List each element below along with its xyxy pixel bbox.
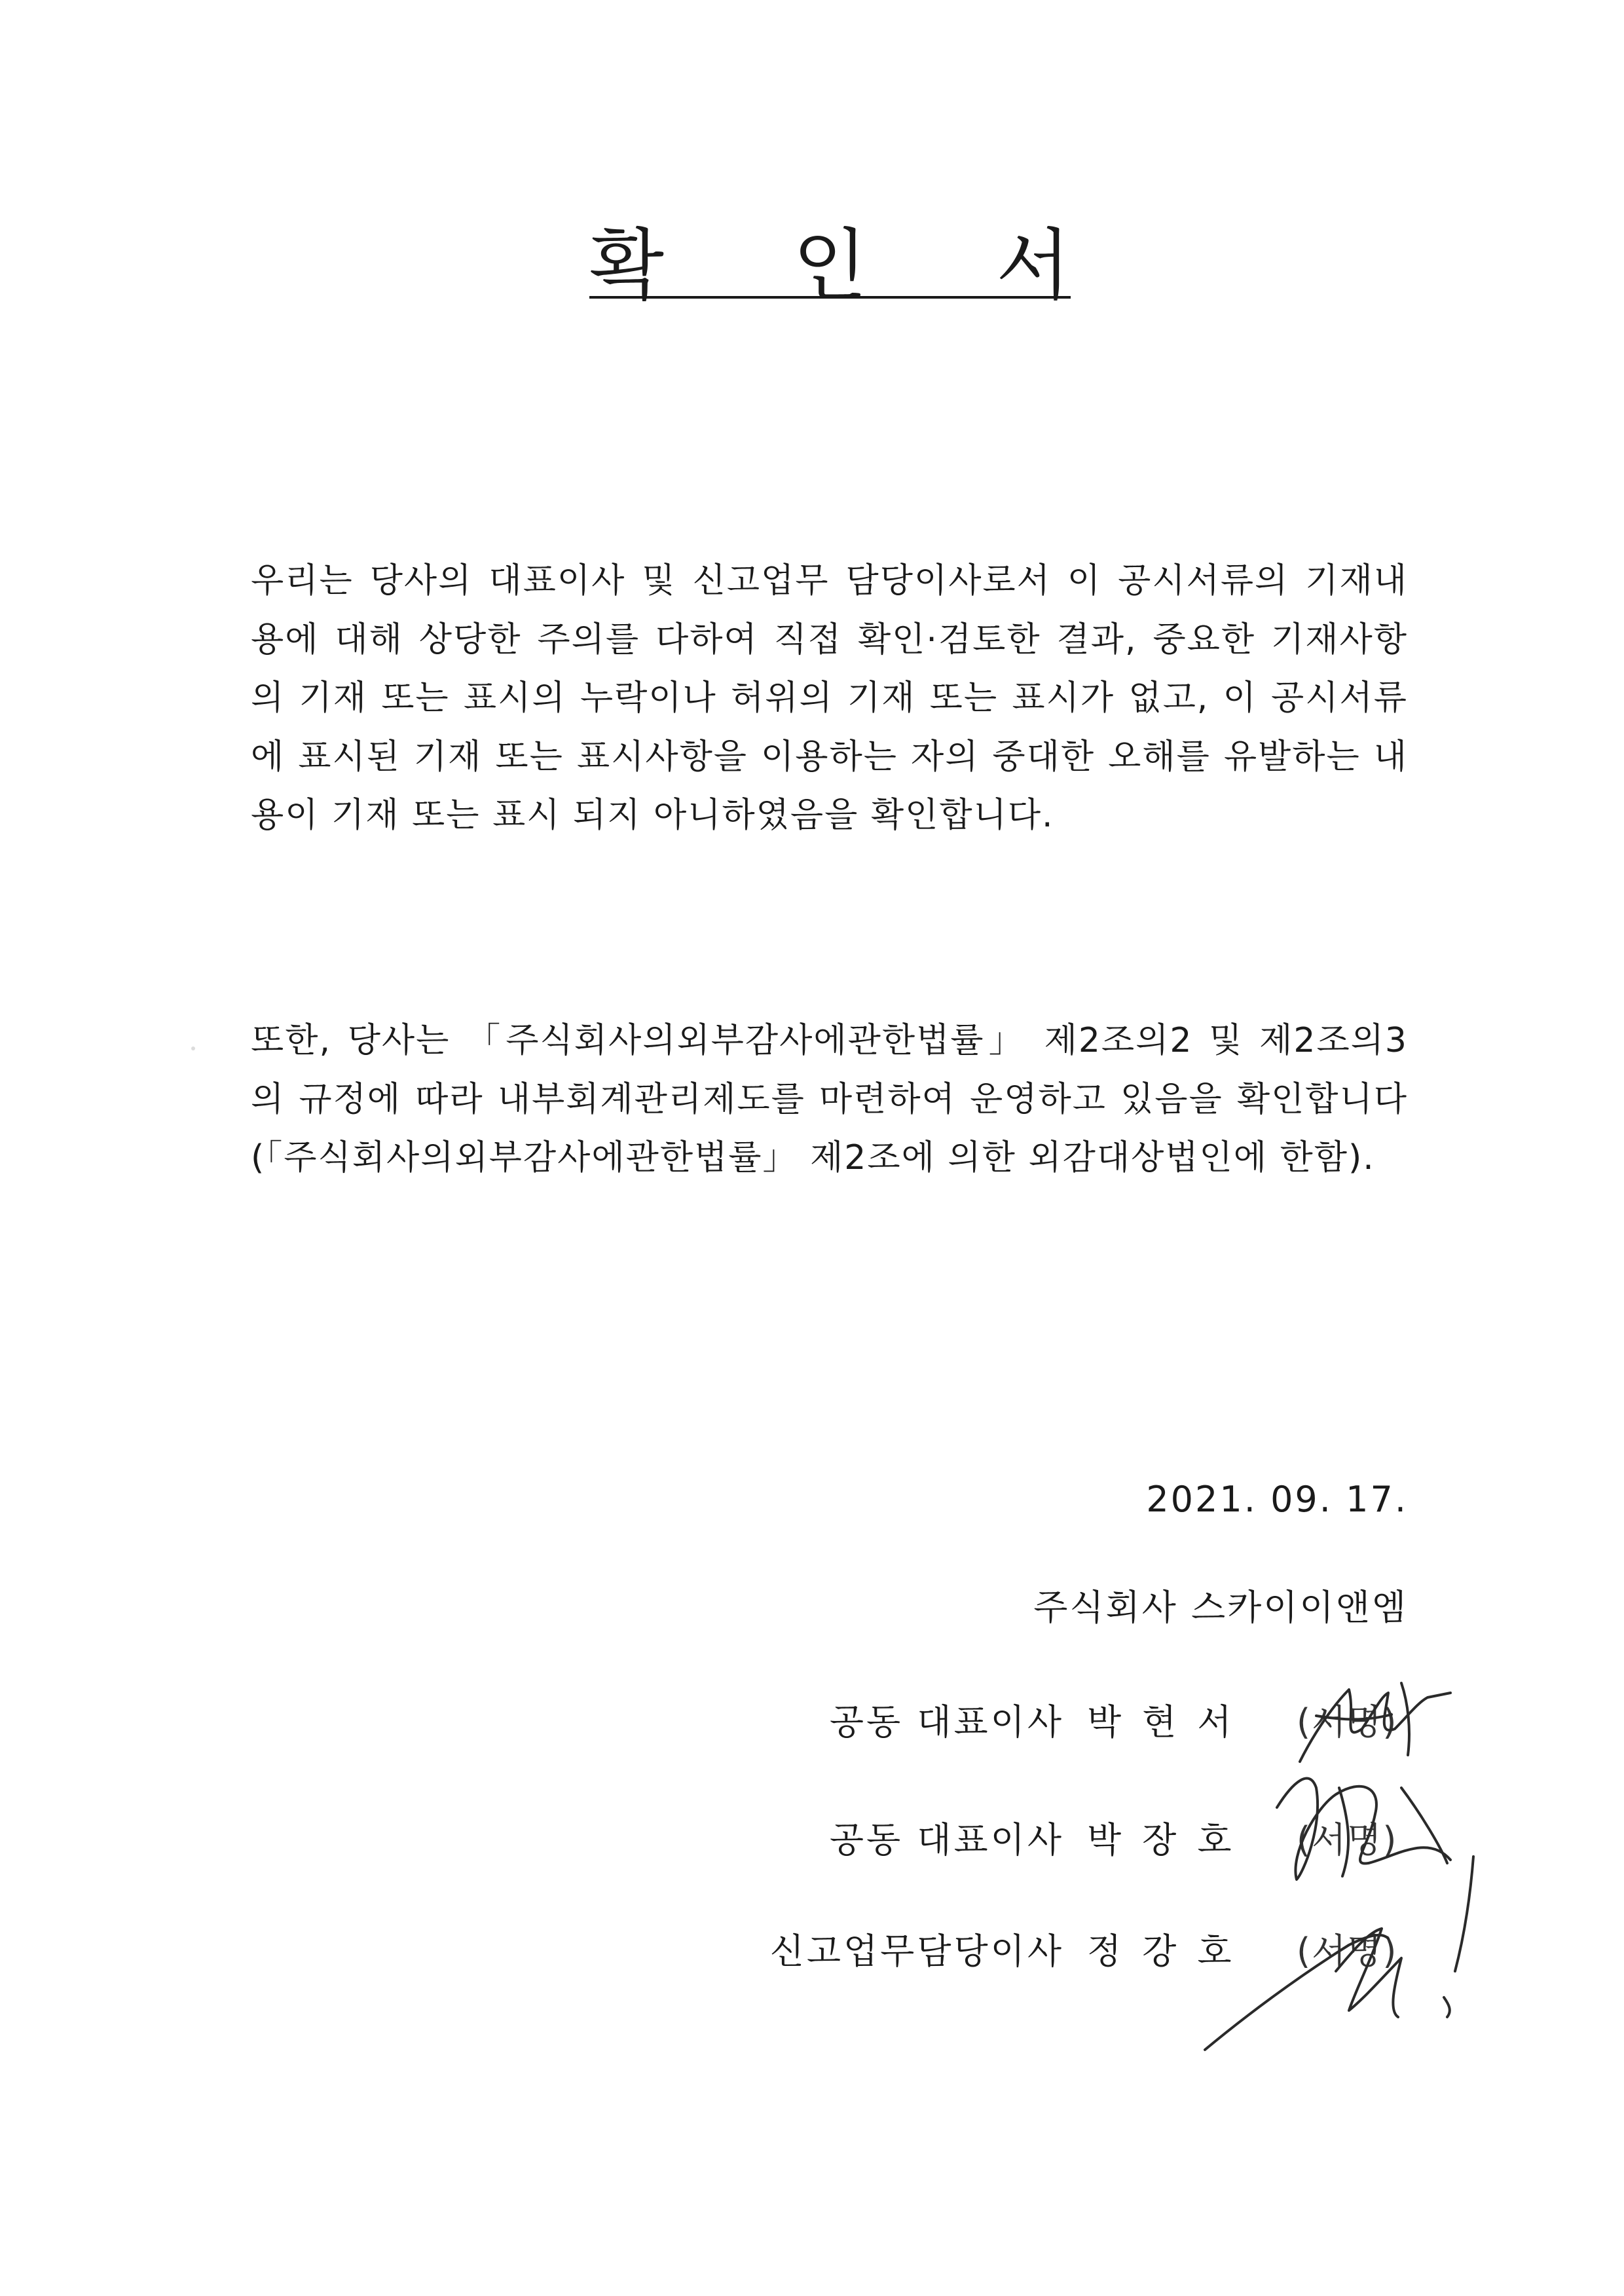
signer-name: 박현서 bbox=[1087, 1701, 1253, 1743]
signer-role: 공동 대표이사 bbox=[829, 1701, 1064, 1743]
signer-row bbox=[0, 1925, 1624, 1978]
confirmation-paragraph: 우리는 당사의 대표이사 및 신고업무 담당이사로서 이 공시서류의 기재내용에 대해 상당한 주의를 다하여 직접 확인·검토한 결과, 중요한 기재사항의 기재 또는 표시의 누락이나 허위의 기재 또는 표시가 없고, 이 공시서류에 표시된 기재 또는 표시사항을 이용하는 자의 중대한 오해를 유발하는 내용이 기재 또는 표시 되지 아니하였음을 확인합니다. bbox=[251, 561, 1408, 835]
internal-control-paragraph: 또한, 당사는 「주식회사의외부감사에관한법률」 제2조의2 및 제2조의3의 규정에 따라 내부회계관리제도를 마련하여 운영하고 있음을 확인합니다(「주식회사의외부감사에관한법률」 제2조에 의한 외감대상법인에 한함). bbox=[251, 1021, 1408, 1177]
page-title: 확 인 서 bbox=[589, 220, 1071, 310]
signer-role: 공동 대표이사 bbox=[829, 1819, 1064, 1861]
title-underline bbox=[589, 296, 1071, 299]
signer-role: 신고업무담당이사 bbox=[769, 1931, 1064, 1972]
signer-name: 박장호 bbox=[1087, 1819, 1253, 1861]
signature-mark-label: (서명) bbox=[1297, 1701, 1398, 1743]
scan-speck bbox=[191, 1046, 195, 1050]
signature-3-stroke bbox=[1444, 1997, 1450, 2017]
signature-mark-label: (서명) bbox=[1297, 1931, 1398, 1972]
document-date: 2021. 09. 17. bbox=[1146, 1479, 1408, 1520]
signer-row bbox=[0, 1814, 1624, 1866]
signature-mark-label: (서명) bbox=[1297, 1819, 1398, 1861]
signer-row bbox=[0, 1696, 1624, 1749]
company-name: 주식회사 스카이이앤엠 bbox=[1033, 1587, 1408, 1628]
signer-name: 정강호 bbox=[1087, 1931, 1253, 1972]
